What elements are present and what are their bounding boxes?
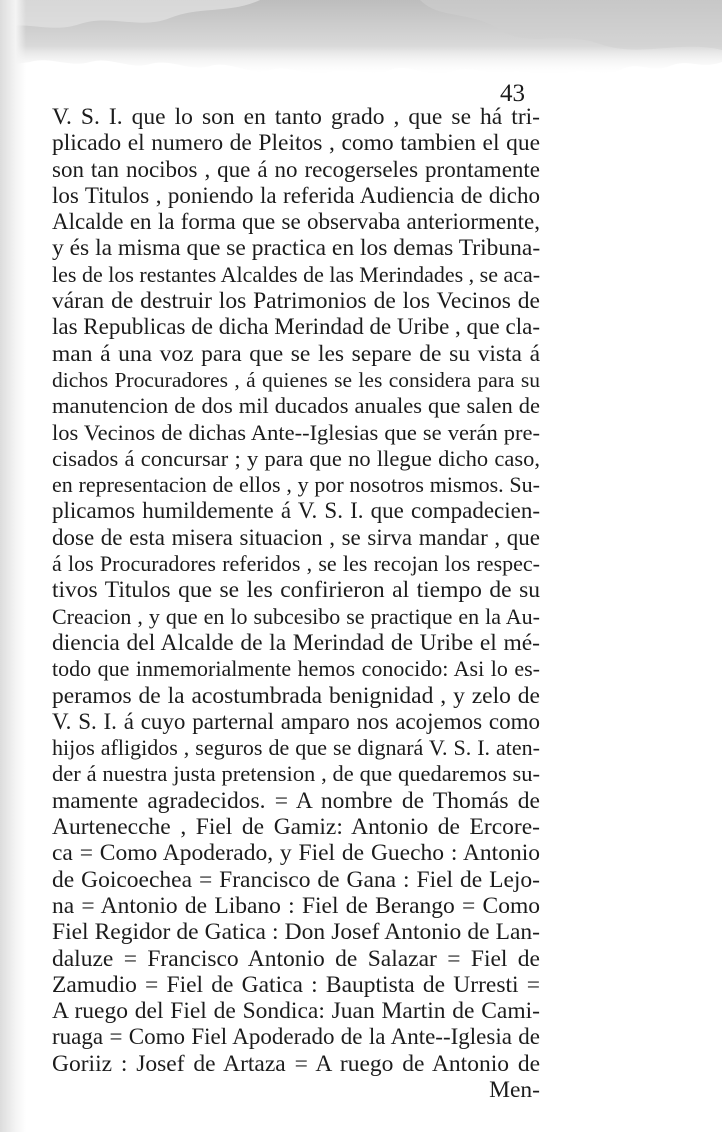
page-binding-shadow	[0, 0, 26, 1132]
text-line: na = Antonio de Libano : Fiel de Berango = Como	[52, 892, 540, 919]
text-line: tivos Titulos que se les confirieron al tiempo de su	[52, 577, 540, 604]
text-line: ruaga = Como Fiel Apoderado de la Ante--Iglesia de	[52, 1024, 540, 1050]
text-line: Aurtenecche , Fiel de Gamiz: Antonio de Ercore-	[52, 814, 540, 841]
text-line: man á una voz para que se les separe de su vista á	[52, 340, 540, 367]
text-line: Zamudio = Fiel de Gatica : Bauptista de Urresti =	[52, 971, 540, 998]
text-line: Creacion , y que en lo subcesibo se practique en la Au-	[52, 603, 540, 629]
text-line: manutencion de dos mil ducados anuales que salen de	[52, 393, 540, 419]
text-line: dose de esta misera situacion , se sirva mandar , que	[52, 524, 540, 550]
text-line: mamente agradecidos. = A nombre de Thomás de	[52, 787, 540, 814]
text-line: los Titulos , poniendo la referida Audiencia de dicho	[52, 182, 540, 208]
text-line: á los Procuradores referidos , se les recojan los respec-	[52, 551, 540, 577]
text-line: todo que inmemorialmente hemos conocido: Asi lo es-	[52, 656, 540, 682]
text-line: plicamos humildemente á V. S. I. que compadecien-	[52, 498, 540, 524]
text-line: cisados á concursar ; y para que no llegue dicho caso,	[52, 445, 540, 471]
text-line: plicado el numero de Pleitos , como tambien el que	[52, 130, 540, 157]
body-text	[52, 104, 540, 1103]
text-line: der á nuestra justa pretension , de que quedaremos su-	[52, 761, 540, 787]
text-line: en representacion de ellos , y por nosotros mismos. Su-	[52, 472, 540, 498]
text-line: Alcalde en la forma que se observaba anteriormente,	[52, 209, 540, 235]
page-number: 43	[500, 80, 525, 107]
catchword: Men-	[489, 1076, 540, 1103]
text-line: diencia del Alcalde de la Merindad de Uribe el mé-	[52, 629, 540, 656]
text-line: V. S. I. á cuyo parternal amparo nos acojemos como	[52, 708, 540, 734]
text-line: V. S. I. que lo son en tanto grado , que se há tri-	[52, 104, 540, 130]
text-line: daluze = Francisco Antonio de Salazar = Fiel de	[52, 945, 540, 972]
text-line: son tan nocibos , que á no recogerseles prontamente	[52, 156, 540, 182]
text-line: Fiel Regidor de Gatica : Don Josef Antonio de Lan-	[52, 919, 540, 946]
text-line: hijos afligidos , seguros de que se dignará V. S. I. aten-	[52, 735, 540, 761]
text-line: los Vecinos de dichas Ante--Iglesias que se verán pre-	[52, 419, 540, 445]
text-line: váran de destruir los Patrimonios de los Vecinos de	[52, 288, 540, 315]
text-line: Goriiz : Josef de Artaza = A ruego de Antonio de	[52, 1050, 540, 1077]
text-line: y és la misma que se practica en los demas Tribuna-	[52, 235, 541, 262]
text-line: de Goicoechea = Francisco de Gana : Fiel de Lejo-	[52, 866, 540, 893]
text-line: las Republicas de dicha Merindad de Uribe , que cla-	[52, 314, 540, 340]
text-line: A ruego del Fiel de Sondica: Juan Martin de Cami-	[52, 998, 540, 1025]
text-line: ca = Como Apoderado, y Fiel de Guecho : Antonio	[52, 840, 540, 867]
text-line: les de los restantes Alcaldes de las Merindades , se aca-	[52, 261, 541, 287]
text-line: peramos de la acostumbrada benignidad , y zelo de	[52, 682, 540, 709]
text-line: dichos Procuradores , á quienes se les considera para su	[52, 367, 540, 392]
torn-top-edge	[0, 0, 722, 110]
